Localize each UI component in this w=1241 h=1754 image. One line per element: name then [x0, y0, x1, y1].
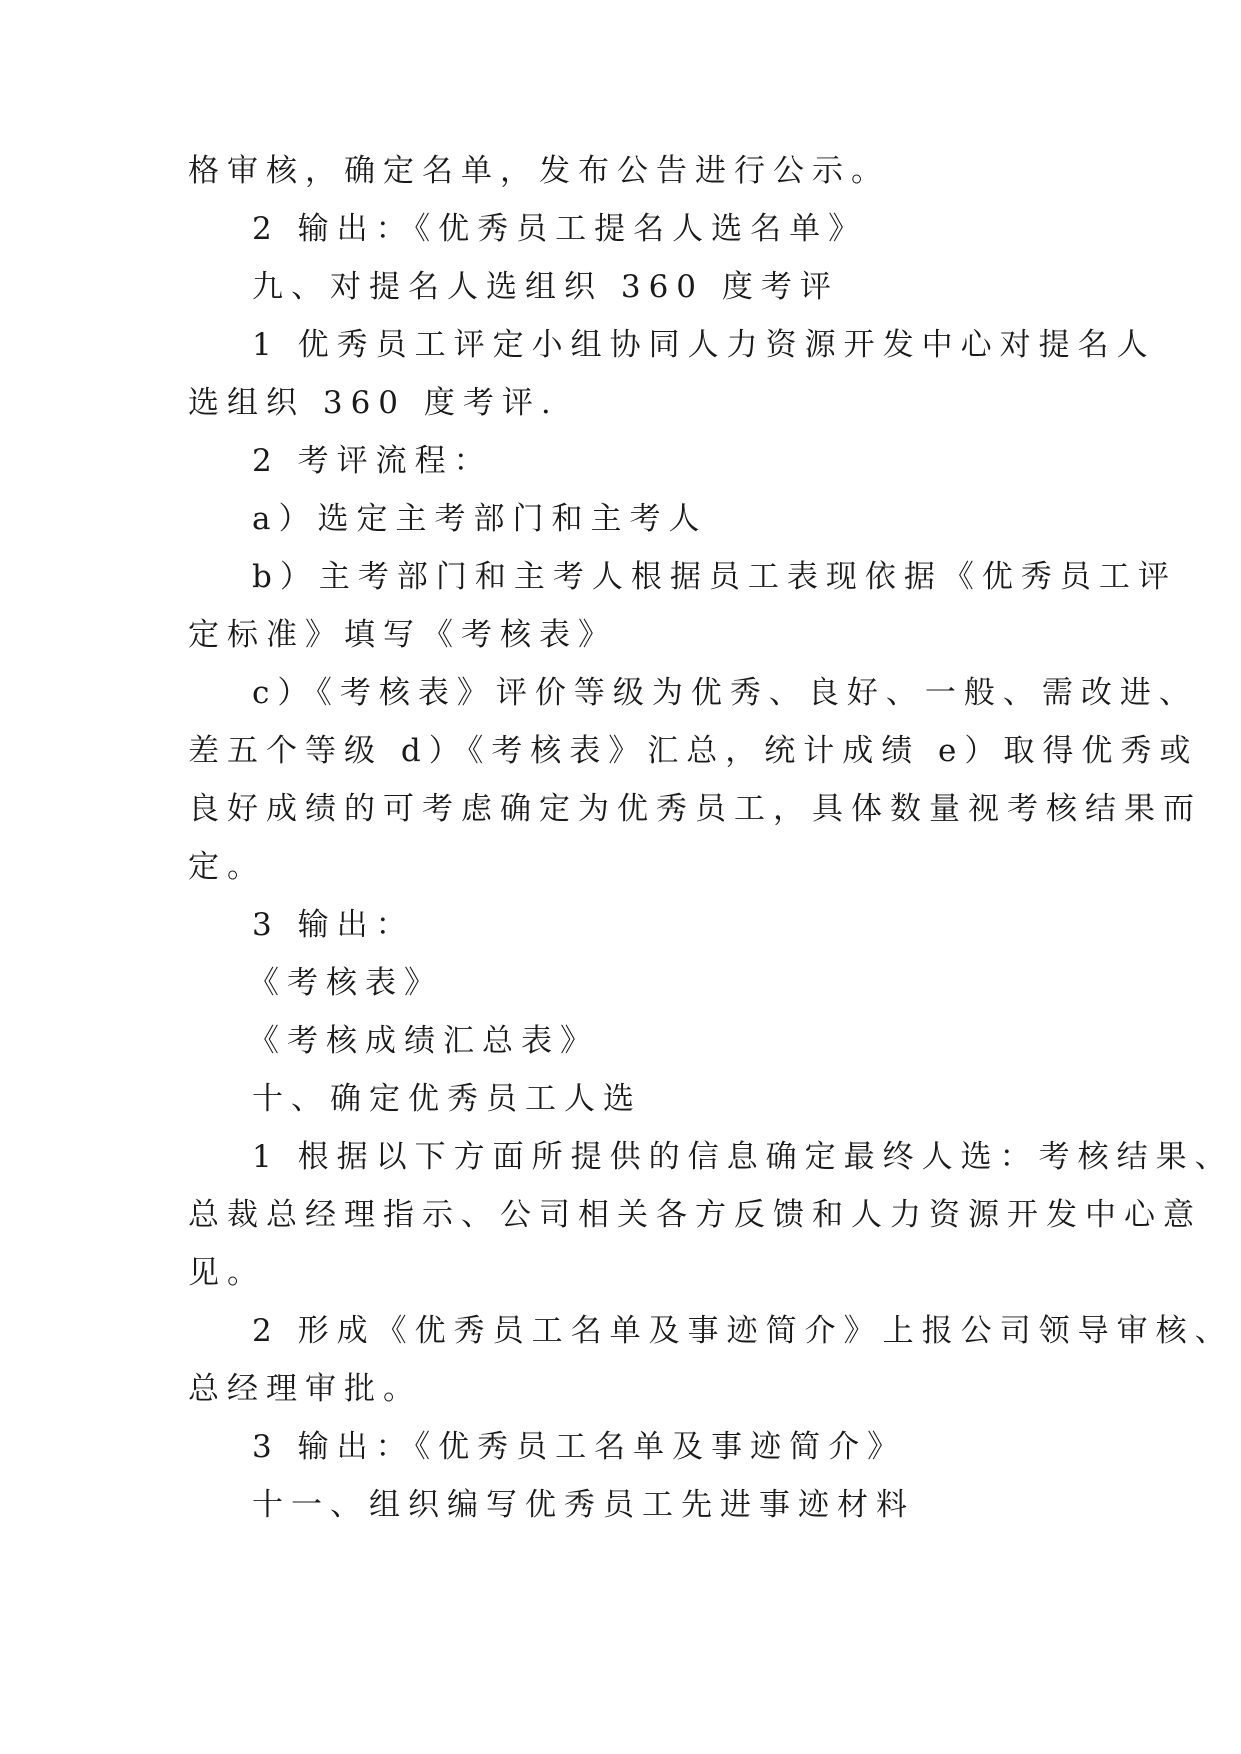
text-line: 总经理审批。	[188, 1371, 422, 1407]
text-line: 2 考评流程：	[252, 443, 493, 479]
text-line: 《考核成绩汇总表》	[248, 1023, 599, 1059]
text-line: 良好成绩的可考虑确定为优秀员工，具体数量视考核结果而	[188, 791, 1202, 827]
section-heading: 十一、组织编写优秀员工先进事迹材料	[252, 1487, 915, 1523]
text-line: 格审核，确定名单，发布公告进行公示。	[188, 153, 890, 189]
text-line: 选组织 360 度考评.	[188, 385, 559, 421]
section-heading: 九、对提名人选组织 360 度考评	[252, 269, 839, 305]
text-line: 3 输出：	[252, 907, 415, 943]
text-line: 2 形成《优秀员工名单及事迹简介》上报公司领导审核、	[252, 1313, 1234, 1349]
text-line: b）主考部门和主考人根据员工表现依据《优秀员工评	[252, 559, 1177, 595]
text-line: 《考核表》	[248, 965, 443, 1001]
text-line: 差五个等级 d）《考核表》汇总，统计成绩 e）取得优秀或	[188, 733, 1199, 769]
text-line: 定。	[188, 849, 266, 885]
text-line: 1 优秀员工评定小组协同人力资源开发中心对提名人	[252, 327, 1156, 363]
text-line: 2 输出：《优秀员工提名人选名单》	[252, 211, 868, 247]
section-heading: 十、确定优秀员工人选	[252, 1081, 642, 1117]
text-line: 总裁总经理指示、公司相关各方反馈和人力资源开发中心意	[188, 1197, 1202, 1233]
text-line: c）《考核表》评价等级为优秀、良好、一般、需改进、	[252, 675, 1198, 711]
text-line: 见。	[188, 1255, 266, 1291]
text-line: a）选定主考部门和主考人	[252, 501, 708, 537]
text-line: 3 输出：《优秀员工名单及事迹简介》	[252, 1429, 907, 1465]
text-line: 定标准》填写《考核表》	[188, 617, 617, 653]
text-line: 1 根据以下方面所提供的信息确定最终人选：考核结果、	[252, 1139, 1234, 1175]
